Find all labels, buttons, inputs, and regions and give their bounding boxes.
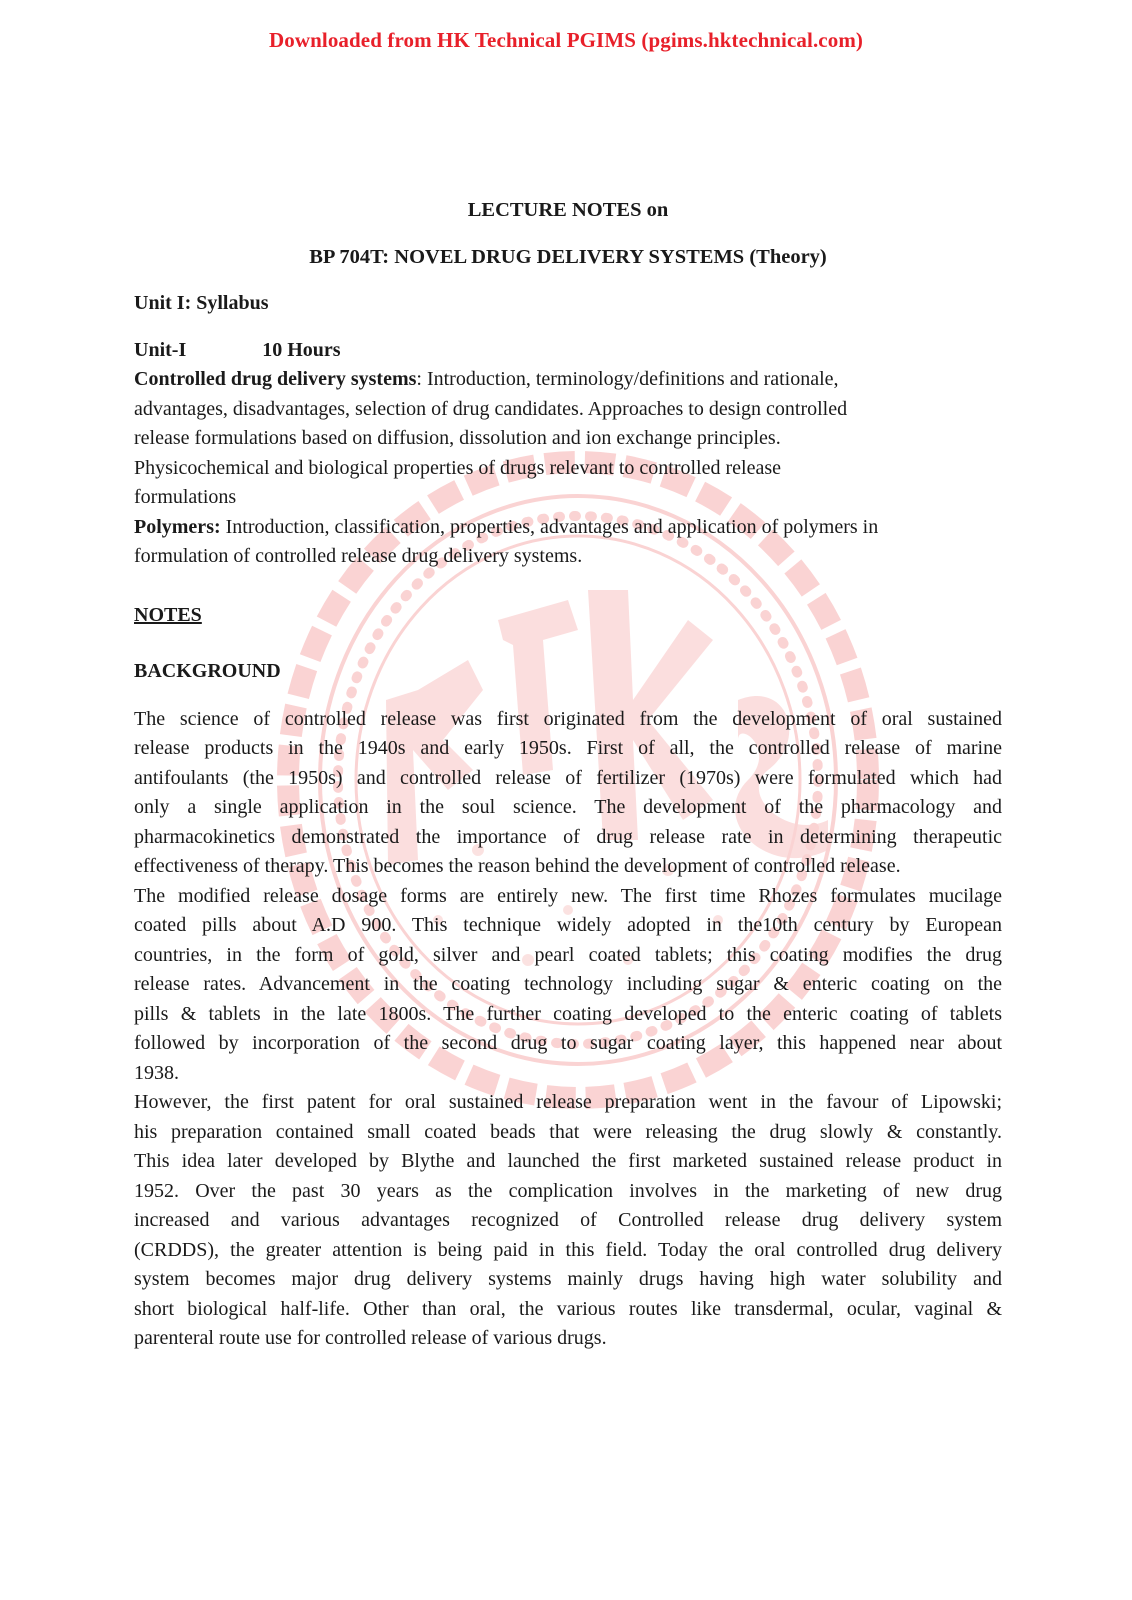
notes-heading: NOTES [134, 603, 202, 626]
hours-label: 10 Hours [262, 338, 341, 361]
background-paragraph-2: The modified release dosage forms are entirely new. The first time Rhozes formulates mucilage coated pills about A.D 900. This technique widely adopted in the10th century by European countries, in the form of gold, silver and pearl coated tablets; this coating modifies the drug release rates. Advancement in the coating technology including sugar & enteric coating on the pills & tablets in the late 1800s. The further coating developed to the enteric coating of tablets followed by incorporation of the second drug to sugar coating layer, this happened near about 1938. [134, 884, 1002, 1084]
unit-syllabus-heading: Unit I: Syllabus [134, 292, 269, 314]
background-heading: BACKGROUND [134, 660, 281, 682]
document-body [134, 196, 1002, 1354]
syllabus-polymers: Polymers: Introduction, classification, properties, advantages and application of polymers in formulation of controlled release drug delivery systems. [134, 515, 879, 567]
lecture-notes-title: LECTURE NOTES on [467, 199, 669, 221]
cdds-heading: Controlled drug delivery systems [134, 368, 417, 390]
background-paragraph-3: However, the first patent for oral sustained release preparation went in the favour of Lipowski; his preparation contained small coated beads that were releasing the drug slowly & constantly. This idea later developed by Blythe and launched the first marketed sustained release product in 1952. Over the past 30 years as the complication involves in the marketing of new drug increased and various advantages recognized of Controlled release drug delivery system (CRDDS), the greater attention is being paid in this field. Today the oral controlled drug delivery system becomes major drug delivery systems mainly drugs having high water solubility and short biological half-life. Other than oral, the various routes like transdermal, ocular, vaginal & parenteral route use for controlled release of various drugs. [134, 1091, 1002, 1349]
polymers-heading: Polymers: [134, 515, 221, 538]
download-banner: Downloaded from HK Technical PGIMS (pgims.hktechnical.com) [268, 28, 863, 52]
unit-label: Unit-I [134, 338, 187, 361]
syllabus-cdds: Controlled drug delivery systems: Introduction, terminology/definitions and rationale, advantages, disadvantages, selection of drug candidates. Approaches to design controlled release formulations based on diffusion, dissolution and ion exchange principles. Physicochemical and biological properties of drugs relevant to controlled release formulations [134, 368, 848, 508]
unit-hours-line [134, 336, 1002, 366]
course-title: BP 704T: NOVEL DRUG DELIVERY SYSTEMS (Theory) [309, 245, 827, 268]
background-paragraph-1: The science of controlled release was first originated from the development of oral sustained release products in the 1940s and early 1950s. First of all, the controlled release of marine antifoulants (the 1950s) and controlled release of fertilizer (1970s) were formulated which had only a single application in the soul science. The development of the pharmacology and pharmacokinetics demonstrated the importance of drug release rate in determining therapeutic effectiveness of therapy. This becomes the reason behind the development of controlled release. [134, 707, 1002, 877]
